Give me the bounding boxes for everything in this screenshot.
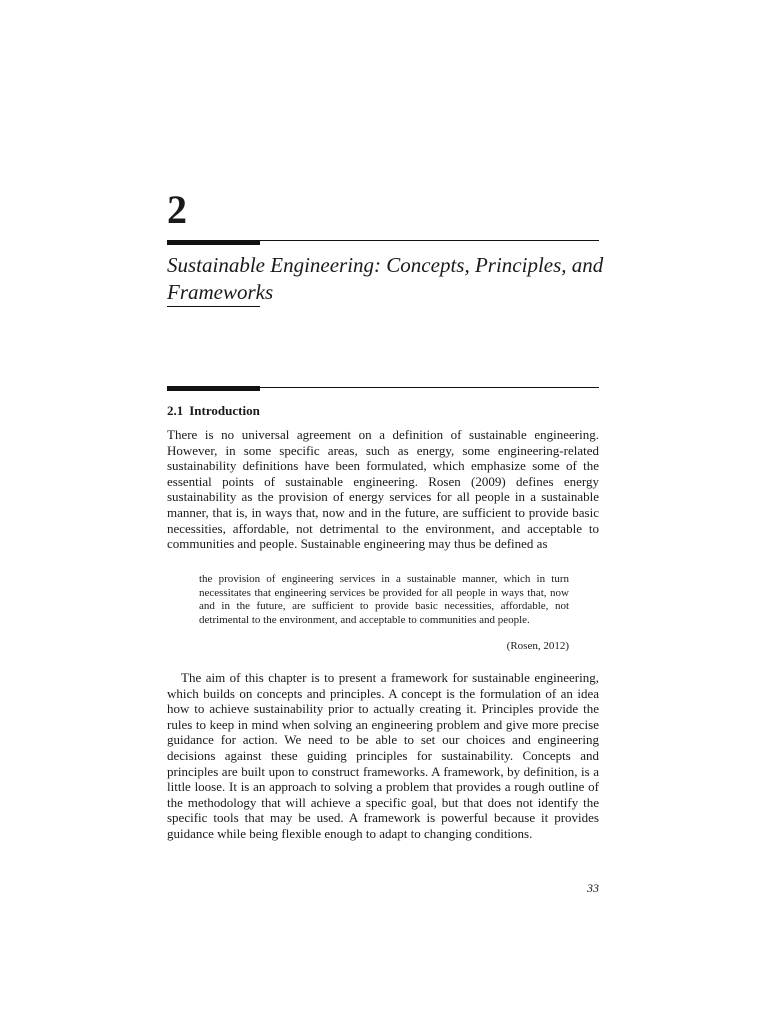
- section-heading: [167, 403, 260, 419]
- block-quote: the provision of engineering services in a sustainable manner, which in turn necessitates that engineering services be provided for all people in ways that, now and in the future, are sufficient to provide basic necessities, affordable, not detrimental to the environment, and acceptable to communities and people.: [199, 573, 569, 626]
- chapter-rule-top: [260, 240, 599, 241]
- chapter-rule-accent-top: [167, 240, 260, 245]
- body-paragraph: The aim of this chapter is to present a framework for sustainable engineering, which builds on concepts and principles. A concept is the formulation of an idea how to achieve sustainability prior to actually creating it. Principles provide the rules to keep in mind when solving an engineering problem and give more precise guidance for action. We need to be able to set our choices and engineering decisions against these guiding principles for sustainability. Concepts and principles are built upon to construct frameworks. A framework, by definition, is a little loose. It is an approach to solving a problem that provides a rough outline of the methodology that will achieve a specific goal, but that does not identify the specific tools that may be used. A framework is powerful because it provides guidance while being flexible enough to adapt to changing conditions.: [167, 670, 599, 841]
- intro-paragraph: There is no universal agreement on a definition of sustainable engineering. However, in some specific areas, such as energy, some engineering-related sustainability definitions have been formulated, which emphasize some of the essential points of sustainable engineering. Rosen (2009) defines energy sustainability as the provision of energy services for all people in a sustainable manner, that is, in ways that, now and in the future, are sufficient to provide basic necessities, affordable, not detrimental to the environment, and acceptable to communities and people. Sustainable engineering may thus be defined as: [167, 427, 599, 552]
- section-rule: [260, 387, 599, 388]
- section-number: 2.1: [167, 403, 184, 418]
- section-title: Introduction: [189, 403, 260, 418]
- section-rule-accent: [167, 386, 260, 391]
- page-number: 33: [587, 881, 599, 895]
- chapter-number: 2: [167, 187, 187, 232]
- chapter-title-underline: [167, 306, 260, 307]
- quote-citation: (Rosen, 2012): [506, 640, 569, 652]
- chapter-title: Sustainable Engineering: Concepts, Principles, and Frameworks: [167, 253, 604, 304]
